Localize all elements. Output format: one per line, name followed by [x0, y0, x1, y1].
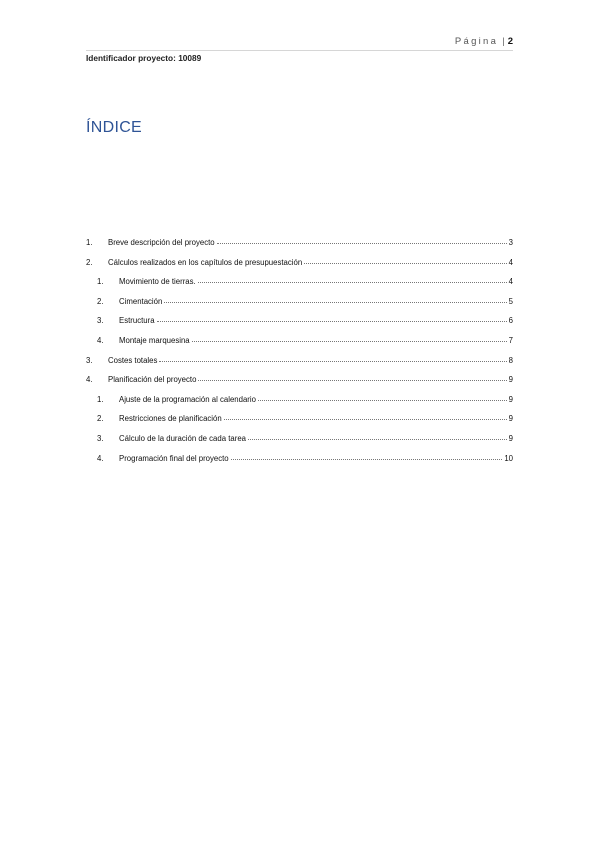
- toc-entry-number: 3.: [86, 355, 93, 365]
- toc-entry-number: 4.: [86, 375, 93, 385]
- project-identifier: Identificador proyecto: 10089: [86, 53, 202, 63]
- toc-entry[interactable]: [97, 449, 513, 463]
- toc-leader-dots: [192, 341, 507, 342]
- toc-entry-label: Cálculos realizados en los capítulos de presupuestación: [108, 257, 303, 267]
- toc-entry-page: 9: [508, 394, 513, 404]
- toc-leader-dots: [198, 380, 506, 381]
- toc-entry-page: 10: [504, 453, 513, 463]
- toc-entry-label: Programación final del proyecto: [119, 453, 229, 463]
- toc-entry-number: 1.: [97, 394, 104, 404]
- toc-entry-page: 9: [508, 375, 513, 385]
- toc-entry-label: Costes totales: [108, 355, 158, 365]
- toc-entry[interactable]: [97, 311, 513, 325]
- toc-leader-dots: [198, 282, 507, 283]
- toc-entry-number: 2.: [97, 296, 104, 306]
- toc-entry-page: 6: [508, 316, 513, 326]
- page-word: Página: [454, 36, 499, 47]
- toc-entry-page: 3: [508, 238, 513, 247]
- toc-entry[interactable]: [86, 351, 513, 365]
- toc-entry-page: 4: [508, 277, 513, 287]
- toc-leader-dots: [159, 361, 506, 362]
- toc-entry-label: Cimentación: [119, 296, 163, 306]
- toc-entry-label: Movimiento de tierras.: [119, 277, 196, 287]
- toc-entry[interactable]: [97, 429, 513, 443]
- page-header: [455, 36, 513, 47]
- toc-entry-label: Planificación del proyecto: [108, 375, 197, 385]
- toc-entry[interactable]: [97, 409, 513, 423]
- toc-entry-label: Cálculo de la duración de cada tarea: [119, 434, 247, 443]
- toc-title: ÍNDICE: [86, 119, 143, 136]
- toc-leader-dots: [248, 439, 507, 440]
- toc-leader-dots: [304, 263, 506, 264]
- page-separator: |: [502, 36, 505, 47]
- toc-entry-page: 9: [508, 414, 513, 424]
- toc-entry-label: Ajuste de la programación al calendario: [119, 394, 256, 404]
- toc-entry-number: 2.: [97, 414, 104, 424]
- toc-entry-label: Breve descripción del proyecto: [108, 238, 215, 247]
- toc-entry-number: 4.: [97, 336, 104, 345]
- toc-leader-dots: [164, 302, 506, 303]
- toc-entry-number: 1.: [97, 277, 104, 287]
- toc-leader-dots: [217, 243, 507, 244]
- toc-entry[interactable]: [97, 390, 513, 404]
- toc-leader-dots: [224, 419, 507, 420]
- toc-entry-page: 8: [508, 355, 513, 365]
- toc-entry[interactable]: [86, 233, 513, 247]
- toc-entry-page: 9: [508, 434, 513, 443]
- toc-entry-page: 7: [508, 336, 513, 345]
- toc-entry-label: Restricciones de planificación: [119, 414, 222, 424]
- toc-entry[interactable]: [97, 331, 513, 345]
- toc-entry[interactable]: [97, 272, 513, 286]
- toc-leader-dots: [231, 459, 503, 460]
- toc-entry-label: Estructura: [119, 316, 155, 326]
- toc-entry[interactable]: [86, 253, 513, 267]
- toc-entry-number: 2.: [86, 257, 93, 267]
- toc-entry-page: 4: [508, 257, 513, 267]
- header-rule: [86, 50, 513, 51]
- toc-entry-number: 3.: [97, 434, 104, 443]
- toc-entry[interactable]: [97, 292, 513, 306]
- toc-entry-number: 4.: [97, 453, 104, 463]
- toc-entry-number: 1.: [86, 238, 93, 247]
- page-number: 2: [507, 36, 513, 47]
- toc-entry-page: 5: [508, 296, 513, 306]
- toc-entry-label: Montaje marquesina: [119, 336, 190, 345]
- toc-entry[interactable]: [86, 370, 513, 384]
- toc-leader-dots: [258, 400, 507, 401]
- toc-entry-number: 3.: [97, 316, 104, 326]
- toc-leader-dots: [157, 321, 507, 322]
